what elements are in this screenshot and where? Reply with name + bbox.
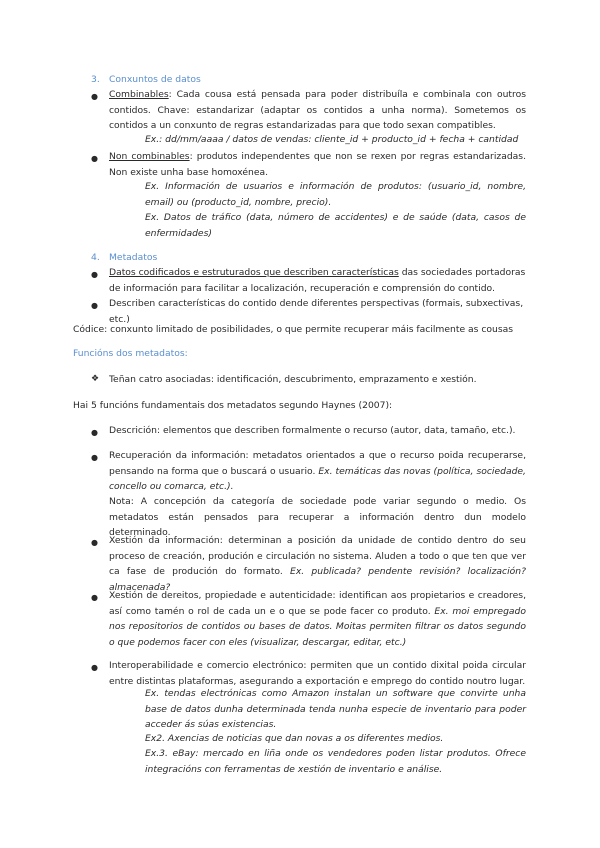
bullet-icon: ● xyxy=(91,428,98,437)
haynes-intro: Hai 5 funcións fundamentais dos metadatos segundo Haynes (2007): xyxy=(73,400,393,411)
example-text: Ex. Información de usuarios e información de produtos: (usuario_id, nombre, email) ou (producto_id, nombre, precio). xyxy=(145,181,526,208)
bullet-icon: ● xyxy=(91,301,98,310)
section-number: 4. xyxy=(91,252,100,263)
paragraph-non-combinables xyxy=(109,149,526,180)
text: : Cada cousa está pensada para poder distribuíla e combinala con outros contidos. Chave: estandarizar (adaptar os contidos a unha norma). Sometemos os contidos a un conxunto de regras estandarizadas para que todo sexan compatibles. xyxy=(109,89,526,131)
example-text: Ex. Datos de tráfico (data, número de accidentes) e de saúde (data, casos de enfermidades) xyxy=(145,212,526,239)
term: Combinables xyxy=(109,89,169,100)
example-text: Ex.: dd/mm/aaaa / datos de vendas: cliente_id + producto_id + fecha + cantidad xyxy=(145,134,519,145)
bullet-icon: ● xyxy=(91,270,98,279)
text: das sociedades portadoras de información para facilitar a localización, recuperación e comprensión do contido. xyxy=(109,267,526,294)
paragraph-describen: Describen características do contido dende diferentes perspectivas (formais, subxectivas, etc.) xyxy=(109,298,524,325)
term: Non combinables xyxy=(109,151,190,162)
example-text: Ex. publicada? pendente revisión? localización? almacenada? xyxy=(109,566,526,593)
text: Xestión de dereitos, propiedade e autenticidade: identifican aos propietarios e creadores, así como tamén o rol de cada un e o que se pode facer co produto. xyxy=(109,590,526,617)
section-title: Metadatos xyxy=(109,252,158,263)
funcion-xestion-dereitos xyxy=(109,588,526,650)
bullet-icon: ● xyxy=(91,593,98,602)
section-title: Conxuntos de datos xyxy=(109,74,201,85)
term: Datos codificados e estruturados que describen características xyxy=(109,267,399,278)
text: : produtos independentes que non se rexen por regras estandarizadas. Non existe unha base homoxénea. xyxy=(109,151,526,178)
text: Xestión da información: determinan a posición da unidade de contido dentro do seu proceso de creación, produción e circulación no sistema. Aluden a todo o que ten que ver ca fase de produción do formato. xyxy=(109,535,526,577)
funcion-xestion-informacion xyxy=(109,533,526,595)
catro-line: Teñan catro asociadas: identificación, descubrimento, emprazamento e xestión. xyxy=(109,374,477,385)
bullet-icon: ● xyxy=(91,453,98,462)
paragraph-combinables xyxy=(109,87,526,134)
text: Recuperación da información: metadatos orientados a que o recurso poida recuperarse, pensando na forma que o buscará o usuario. xyxy=(109,450,526,477)
section-number: 3. xyxy=(91,74,100,85)
example-text: Ex. moi empregado nos repositorios de contidos ou bases de datos. Moitas permiten filtrar os datos segundo o que podemos facer con eles (visualizar, descargar, editar, etc.) xyxy=(109,605,527,648)
diamond-bullet-icon: ❖ xyxy=(91,374,100,384)
nota-text: Nota: A concepción da categoría de sociedade pode variar segundo o medio. Os metadatos están pensados para recuperar a información dentro dun modelo determinado. xyxy=(109,496,526,538)
funcion-interoperabilidade: Interoperabilidade e comercio electrónico: permiten que un contido dixital poida circular entre distintas plataformas, asegurando a exportación e emprego do contido noutro lugar. xyxy=(109,660,526,687)
bullet-icon: ● xyxy=(91,663,98,672)
funcions-heading: Funcións dos metadatos: xyxy=(73,348,188,359)
funcion-recuperacion xyxy=(109,448,526,495)
bullet-icon: ● xyxy=(91,154,98,163)
funcion-descricion: Descrición: elementos que describen formalmente o recurso (autor, data, tamaño, etc.). xyxy=(109,425,516,436)
example-text: Ex. temáticas das novas (política, sociedade, concello ou comarca, etc.). xyxy=(109,465,526,492)
example-text: Ex. tendas electrónicas como Amazon instalan un software que convirte unha base de datos dunha determinada tenda nunha especie de inventario para poder acceder ás súas existencias. xyxy=(145,688,526,730)
example-text: Ex2. Axencias de noticias que dan novas a os diferentes medios. xyxy=(145,733,444,744)
bullet-icon: ● xyxy=(91,92,98,101)
example-text: Ex.3. eBay: mercado en liña onde os vendedores poden listar produtos. Ofrece integracións con ferramentas de xestión de inventario e análise. xyxy=(145,748,526,775)
bullet-icon: ● xyxy=(91,538,98,547)
paragraph-metadatos xyxy=(109,265,529,296)
codice-line: Códice: conxunto limitado de posibilidades, o que permite recuperar máis facilmente as cousas xyxy=(73,324,514,335)
